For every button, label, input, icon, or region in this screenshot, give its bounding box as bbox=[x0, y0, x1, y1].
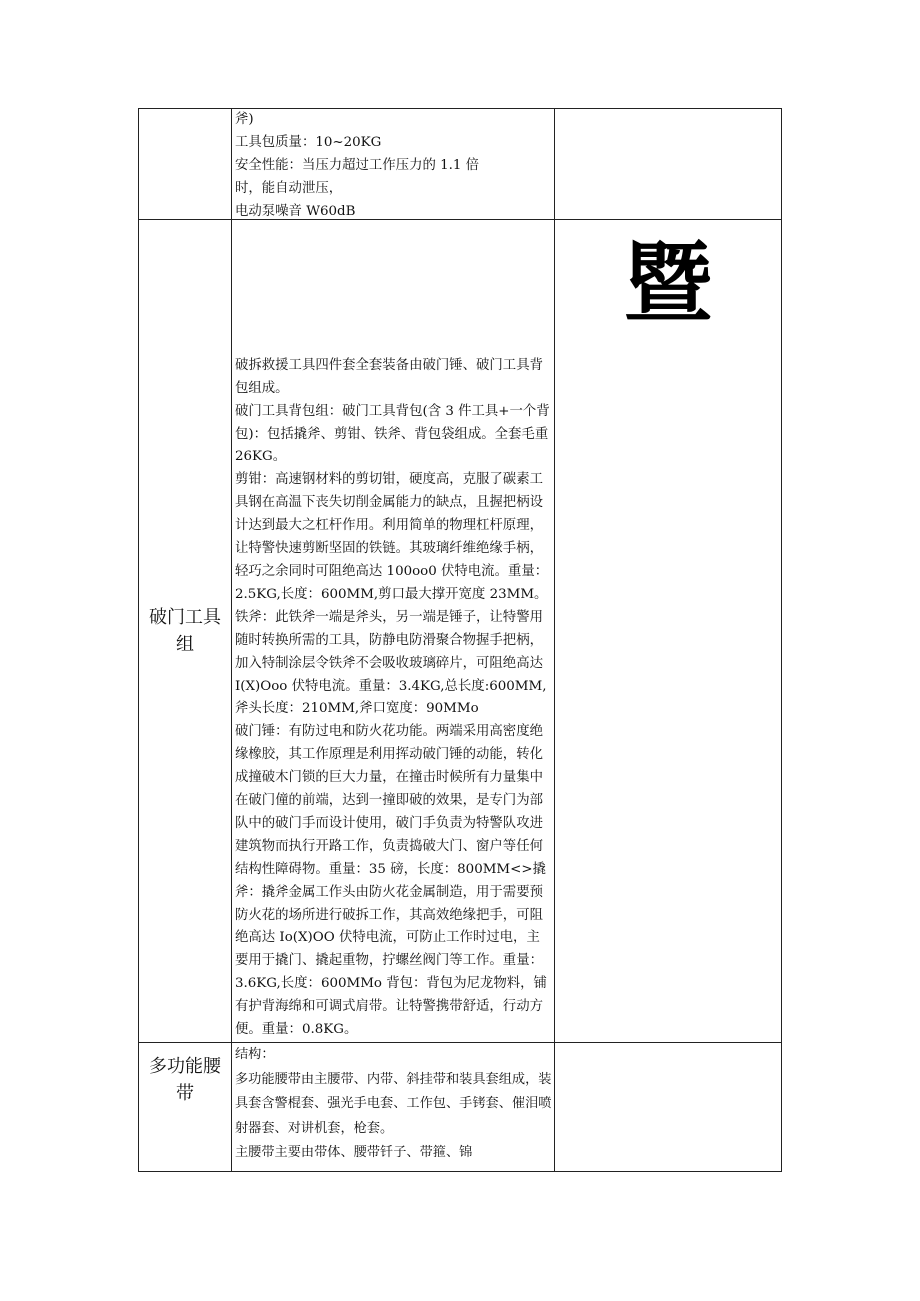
description-line: 时，能自动泄压， bbox=[235, 180, 343, 196]
item-name: 破门工具组 bbox=[149, 607, 221, 655]
item-name-cell bbox=[139, 220, 232, 1043]
item-description-cell bbox=[232, 1043, 555, 1172]
item-name-cell bbox=[139, 1043, 232, 1172]
item-image-cell bbox=[555, 109, 782, 220]
table-row bbox=[139, 220, 782, 1043]
description-paragraph: 剪钳：高速钢材料的剪切钳，硬度高，克服了碳素工具钢在高温下丧失切削金属能力的缺点，且握把柄设计达到最大之杠杆作用。利用简单的物理杠杆原理，让特警快速剪断坚固的铁链。其玻璃纤维绝缘手柄，轻巧之余同时可阻绝高达 100oo0 伏特电流。重量：2.5KG,长度：600MM,剪口最大撑开宽度 23MM。 bbox=[235, 472, 549, 602]
description-line: 斧) bbox=[235, 112, 254, 127]
item-description-cell bbox=[232, 220, 555, 1043]
item-description-cell bbox=[232, 109, 555, 220]
description-paragraph: 破门锤：有防过电和防火花功能。两端采用高密度绝缘橡胶，其工作原理是利用挥动破门锤的动能，转化成撞破木门锁的巨大力量，在撞击时候所有力量集中在破门僮的前端，达到一撞即破的效果，是专门为部队中的破门手而设计使用，破门手负责为特警队攻进建筑物而执行开路工作，负责捣破大门、窗户等任何结构性障碍物。重量：35 磅，长度：800MM<>撬斧：撬斧金属工作头由防火花金属制造，用于需要预防火花的场所进行破拆工作，其高效绝缘把手，可阻绝高达 Io(X)OO 伏特电流，可防止工作时过电，主要用于撬门、撬起重物，拧螺丝阀门等工作。重量：3.6KG,长度：600MMo 背包：背包为尼龙物料，铺有护背海绵和可调式肩带。让特警携带舒适，行动方便。重量：0.8KG。 bbox=[235, 724, 547, 1038]
item-image-cell bbox=[555, 1043, 782, 1172]
item-name: 多功能腰带 bbox=[149, 1056, 221, 1104]
description-line: 安全性能：当压力超过工作压力的 1.1 倍 bbox=[235, 157, 480, 173]
description-paragraph: 多功能腰带由主腰带、内带、斜挂带和装具套组成，装具套含警棍套、强光手电套、工作包、手铐套、催泪喷射器套、对讲机套，枪套。 bbox=[235, 1071, 552, 1136]
table-row bbox=[139, 1043, 782, 1172]
description-paragraph: 结构： bbox=[235, 1047, 275, 1062]
description-paragraph: 破门工具背包组：破门工具背包(含 3 件工具+一个背包)：包括撬斧、剪钳、铁斧、背包袋组成。全套毛重 26KG。 bbox=[235, 403, 550, 465]
description-paragraph: 主腰带主要由带体、腰带钎子、带箍、锦 bbox=[235, 1145, 473, 1160]
item-name-cell bbox=[139, 109, 232, 220]
item-image-cell bbox=[555, 220, 782, 1043]
description-line: 电动泵噪音 W60dB bbox=[235, 203, 356, 219]
product-image-glyph: 暨 bbox=[623, 232, 712, 335]
table-row bbox=[139, 109, 782, 220]
description-line: 工具包质量：10~20KG bbox=[235, 134, 382, 150]
description-paragraph: 破拆救援工具四件套全套装备由破门锤、破门工具背包组成。 bbox=[235, 357, 543, 396]
description-paragraph: 铁斧：此铁斧一端是斧头，另一端是锤子，让特警用随时转换所需的工具，防静电防滑聚合物握手把柄，加入特制涂层令铁斧不会吸收玻璃碎片，可阻绝高达 I(X)Ooo 伏特电流。重量：3.4KG,总长度:600MM,斧头长度：210MM,斧口宽度：90MMo bbox=[235, 609, 547, 717]
equipment-spec-table bbox=[138, 108, 782, 1172]
